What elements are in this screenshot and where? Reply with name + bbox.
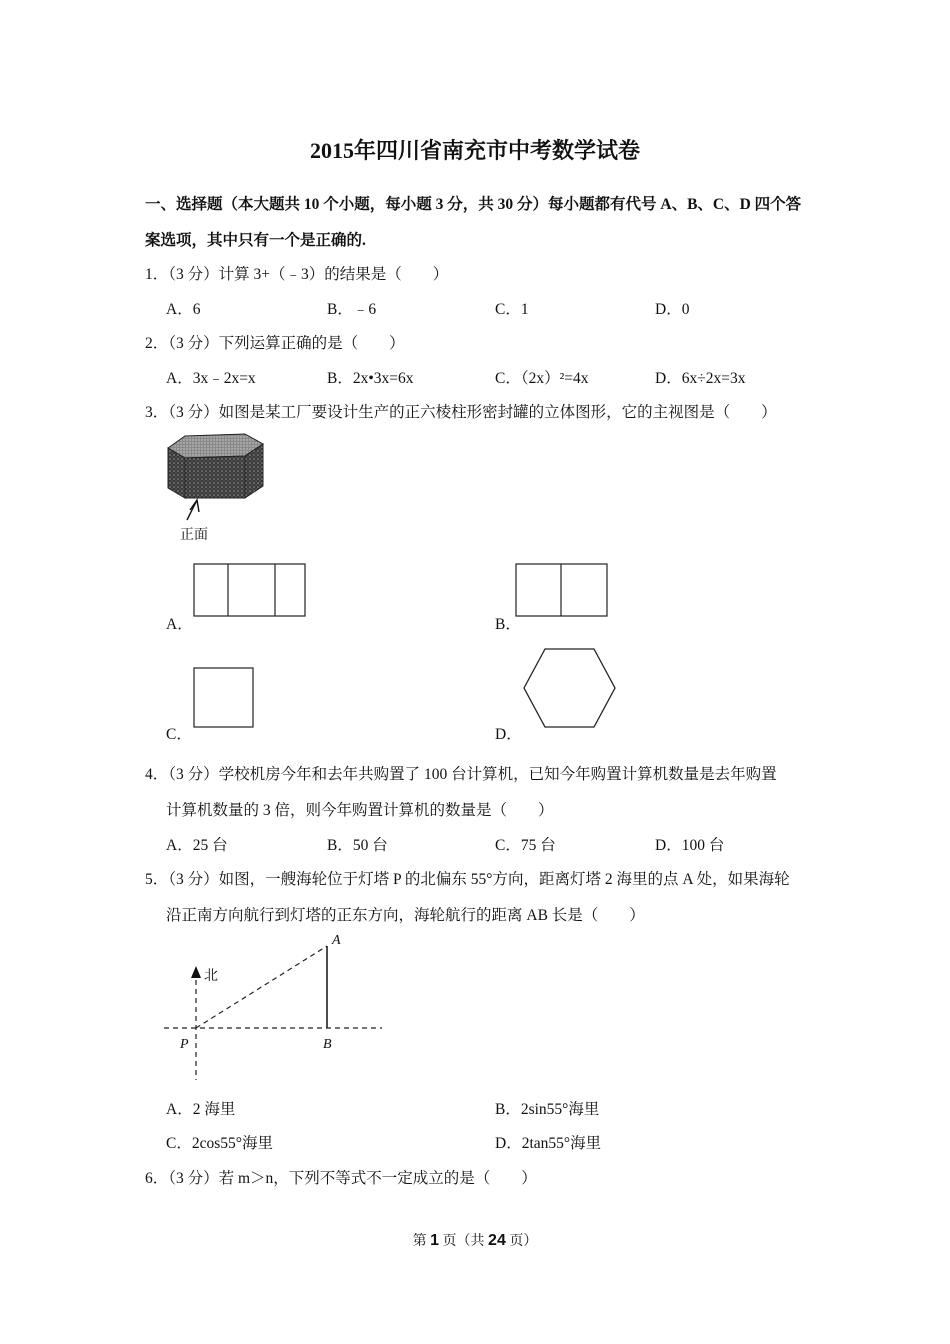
footer-pre: 第 bbox=[412, 1234, 431, 1249]
q4-stem-line2: 计算机数量的 3 倍，则今年购置计算机的数量是（ ） bbox=[166, 802, 554, 819]
q3-option-b: B． bbox=[495, 616, 521, 633]
q4-option-c: C．75 台 bbox=[495, 837, 556, 854]
q2-option-a: A．3x﹣2x=x bbox=[166, 370, 256, 387]
footer-post: 页） bbox=[505, 1234, 538, 1249]
front-label: 正面 bbox=[180, 526, 208, 542]
q3-stem: 3．（3 分）如图是某工厂要设计生产的正六棱柱形密封罐的立体图形，它的主视图是（ ） bbox=[145, 404, 777, 421]
q1-option-b: B．﹣6 bbox=[327, 301, 377, 318]
north-label: 北 bbox=[204, 967, 218, 983]
q4-option-d: D．100 台 bbox=[655, 837, 725, 854]
section-heading-line2: 案选项，其中只有一个是正确的. bbox=[145, 232, 366, 249]
q4-option-b: B．50 台 bbox=[327, 837, 388, 854]
q3-figure-d bbox=[522, 646, 618, 730]
page-footer bbox=[0, 1230, 950, 1250]
q2-option-b: B．2x•3x=6x bbox=[327, 370, 414, 387]
q1-option-c: C．1 bbox=[495, 301, 529, 318]
q4-option-a: A．25 台 bbox=[166, 837, 228, 854]
q2-stem: 2．（3 分）下列运算正确的是（ ） bbox=[145, 335, 405, 352]
q3-option-a: A． bbox=[166, 616, 193, 633]
q1-stem: 1．（3 分）计算 3+（﹣3）的结果是（ ） bbox=[145, 266, 449, 283]
q3-figure-c bbox=[193, 667, 255, 729]
footer-page-number: 1 bbox=[430, 1232, 440, 1249]
q2-option-d: D．6x÷2x=3x bbox=[655, 370, 746, 387]
q1-option-a: A．6 bbox=[166, 301, 201, 318]
footer-total-pages: 24 bbox=[488, 1232, 506, 1249]
q5-bearing-diagram bbox=[160, 928, 390, 1086]
q6-stem: 6．（3 分）若 m＞n，下列不等式不一定成立的是（ ） bbox=[145, 1170, 537, 1187]
q5-option-d: D．2tan55°海里 bbox=[495, 1135, 602, 1152]
point-a-label: A bbox=[332, 933, 341, 948]
q3-option-c: C． bbox=[166, 726, 192, 743]
q3-option-d: D． bbox=[495, 726, 522, 743]
q3-figure-b bbox=[515, 563, 609, 618]
q5-option-b: B．2sin55°海里 bbox=[495, 1101, 600, 1118]
page-title: 2015年四川省南充市中考数学试卷 bbox=[309, 138, 640, 163]
q5-option-a: A．2 海里 bbox=[166, 1101, 236, 1118]
q5-stem-line2: 沿正南方向航行到灯塔的正东方向，海轮航行的距离 AB 长是（ ） bbox=[166, 907, 645, 924]
point-p-label: P bbox=[180, 1037, 189, 1052]
q4-stem-line1: 4．（3 分）学校机房今年和去年共购置了 100 台计算机，已知今年购置计算机数量是去年购置 bbox=[145, 766, 777, 783]
point-b-label: B bbox=[323, 1037, 332, 1052]
q5-stem-line1: 5．（3 分）如图，一艘海轮位于灯塔 P 的北偏东 55°方向，距离灯塔 2 海里的点 A 处，如果海轮 bbox=[145, 871, 790, 888]
q1-option-d: D．0 bbox=[655, 301, 690, 318]
q2-option-c: C．（2x）²=4x bbox=[495, 370, 589, 387]
footer-mid: 页（共 bbox=[439, 1234, 489, 1249]
section-heading-line1: 一、选择题（本大题共 10 个小题，每小题 3 分，共 30 分）每小题都有代号 A、B、C、D 四个答 bbox=[145, 196, 802, 213]
q5-option-c: C．2cos55°海里 bbox=[166, 1135, 273, 1152]
q3-figure-a bbox=[193, 563, 307, 618]
